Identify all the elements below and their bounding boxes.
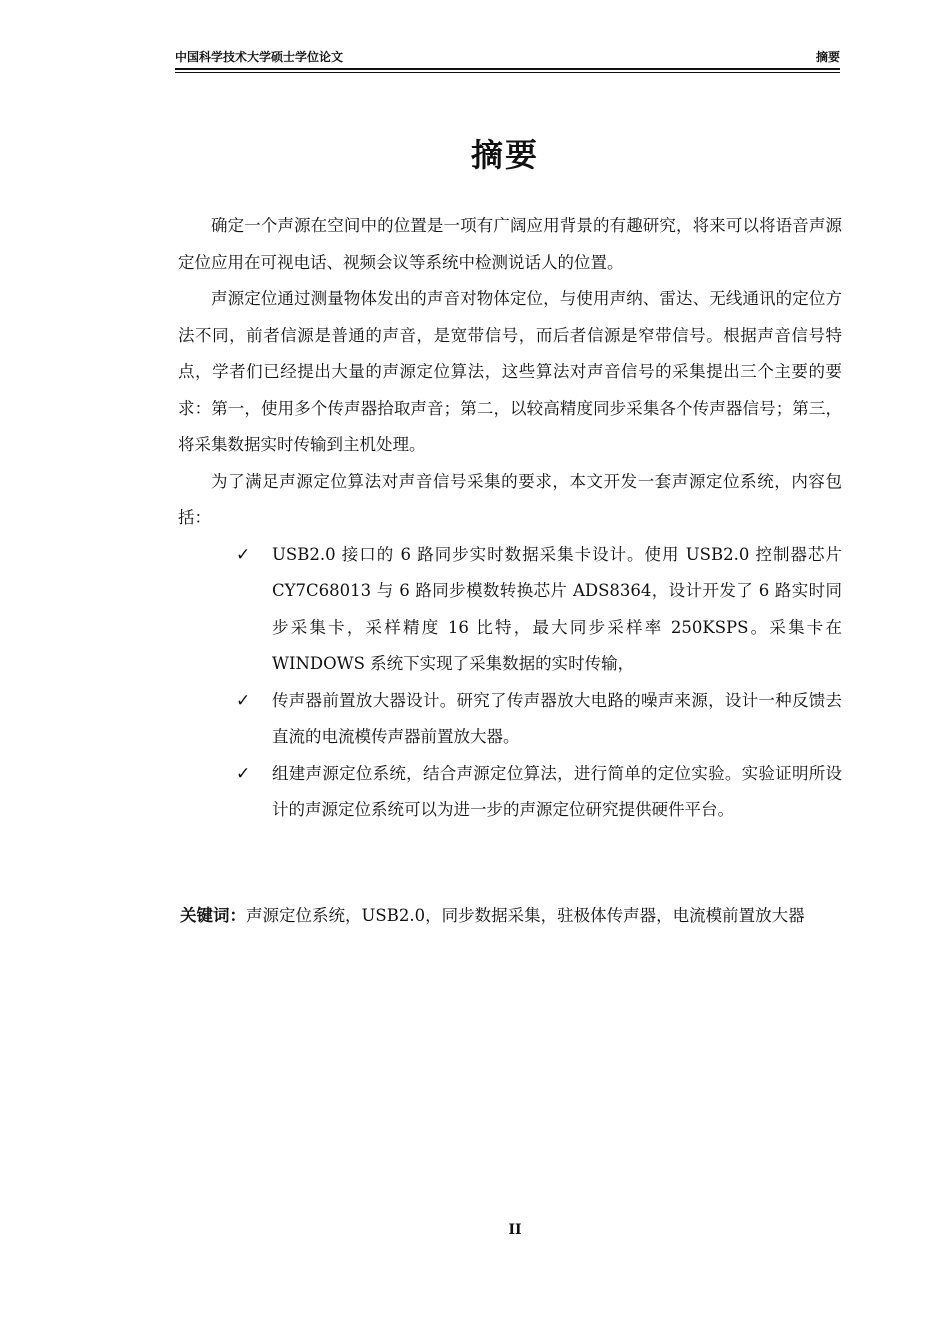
checkmark-icon: ✓ <box>236 690 251 711</box>
header-thesis-title: 中国科学技术大学硕士学位论文 <box>175 50 344 64</box>
list-item-text: 组建声源定位系统，结合声源定位算法，进行简单的定位实验。实验证明所设计的声源定位系统可以为进一步的声源定位研究提供硬件平台。 <box>272 763 842 819</box>
checkmark-icon: ✓ <box>236 544 251 565</box>
contribution-list <box>178 537 842 829</box>
header-section-name: 摘要 <box>815 50 840 64</box>
abstract-paragraph-1: 确定一个声源在空间中的位置是一项有广阔应用背景的有趣研究，将来可以将语音声源定位应用在可视电话、视频会议等系统中检测说话人的位置。 <box>178 216 842 272</box>
list-item-text: USB2.0 接口的 6 路同步实时数据采集卡设计。使用 USB2.0 控制器芯片 CY7C68013 与 6 路同步模数转换芯片 ADS8364，设计开发了 6 路实时同步采集卡，采样精度 16 比特，最大同步采样率 250KSPS。采集卡在 WINDOWS 系统下实现了采集数据的实时传输， <box>272 544 842 673</box>
list-item <box>178 683 842 756</box>
header-rule <box>175 68 840 70</box>
abstract-paragraph-2: 声源定位通过测量物体发出的声音对物体定位，与使用声纳、雷达、无线通讯的定位方法不同，前者信源是普通的声音，是宽带信号，而后者信源是窄带信号。根据声音信号特点，学者们已经提出大量的声源定位算法，这些算法对声音信号的采集提出三个主要的要求：第一，使用多个传声器拾取声音；第二，以较高精度同步采集各个传声器信号；第三，将采集数据实时传输到主机处理。 <box>178 289 842 454</box>
keywords-label: 关键词： <box>180 906 246 925</box>
abstract-body <box>178 208 842 829</box>
list-item <box>178 756 842 829</box>
checkmark-icon: ✓ <box>236 763 251 784</box>
page-title: 摘要 <box>470 136 539 174</box>
abstract-paragraph-3: 为了满足声源定位算法对声音信号采集的要求，本文开发一套声源定位系统，内容包括： <box>178 471 842 527</box>
keywords <box>180 902 844 930</box>
list-item <box>178 537 842 683</box>
list-item-text: 传声器前置放大器设计。研究了传声器放大电路的噪声来源，设计一种反馈去直流的电流模传声器前置放大器。 <box>272 690 842 746</box>
header-rule-thin <box>175 72 840 73</box>
page-number: II <box>508 1222 522 1238</box>
keywords-text: 声源定位系统，USB2.0，同步数据采集，驻极体传声器，电流模前置放大器 <box>246 906 805 925</box>
running-header <box>175 48 840 68</box>
